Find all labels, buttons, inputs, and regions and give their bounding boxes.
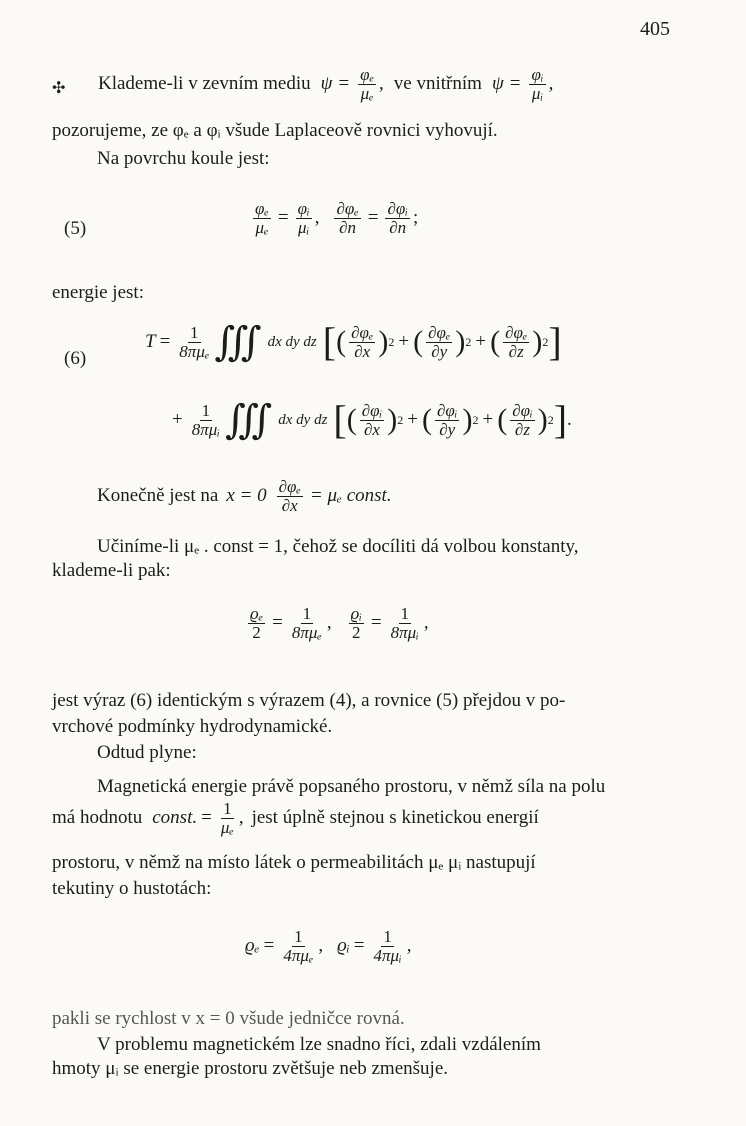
fraction: $\frac{\text{∂φₑ}}{\partial x}$: [278, 477, 301, 515]
boundary-condition-line: [97, 478, 392, 515]
psi-symbol: ψ: [491, 73, 504, 95]
plus-sign: +: [482, 409, 494, 430]
plus-sign: +: [475, 331, 487, 352]
text-line: prostoru, v němž na místo látek o permeabilitách μₑ μᵢ nastupují: [52, 852, 536, 873]
text-line: hmoty μᵢ se energie prostoru zvětšuje neb zmenšuje.: [52, 1058, 449, 1079]
fraction: $\frac{1}{\text{8πμᵢ}}$: [191, 400, 220, 439]
exponent: 2: [465, 334, 472, 349]
paren: (: [413, 325, 424, 358]
text-run: = μₑ const.: [309, 485, 392, 507]
equals-sign: =: [338, 73, 350, 95]
fraction: $\frac{\text{φᵢ}}{\text{μᵢ}}$: [297, 199, 310, 237]
equation-label-6: (6): [64, 348, 87, 369]
fraction: $\frac{1}{\text{μₑ}}$: [220, 799, 234, 837]
triple-integral: ∭: [224, 397, 273, 442]
fraction: $\frac{\text{φₑ}}{\text{μₑ}}$: [255, 199, 269, 237]
comma: ,: [314, 207, 320, 229]
fraction: $\frac{\text{∂φᵢ}}{\partial z}$: [512, 400, 533, 439]
fraction: $\frac{1}{\text{8πμₑ}}$: [179, 322, 210, 361]
fraction: $\frac{\text{∂φₑ}}{\partial z}$: [505, 322, 528, 361]
exponent: 2: [388, 334, 395, 349]
fraction: $\frac{\text{∂φₑ}}{\partial y}$: [428, 322, 451, 361]
page-number: 405: [640, 18, 670, 40]
exponent: 2: [542, 334, 549, 349]
equals-sign: =: [263, 935, 275, 957]
bracket: ]: [553, 397, 568, 442]
triple-integral: ∭: [214, 319, 262, 364]
fraction: $\frac{1}{\text{4πμₑ}}$: [283, 927, 314, 965]
paren: ): [378, 325, 389, 358]
text-line: Magnetická energie právě popsaného prostoru, v němž síla na polu: [97, 776, 606, 797]
fraction: $\frac{\text{∂φₑ}}{\partial n}$: [336, 199, 359, 237]
bracket: [: [322, 319, 337, 364]
volume-element: dx dy dz: [278, 411, 328, 428]
plus-sign: +: [407, 409, 418, 430]
text-line: Odtud plyne:: [97, 742, 197, 763]
paren: (: [490, 325, 501, 358]
exponent: 2: [472, 412, 479, 427]
comma: ,: [238, 807, 244, 829]
equals-sign: =: [509, 73, 521, 95]
equation-line-1: [98, 66, 553, 103]
exponent: 2: [397, 412, 404, 427]
fraction: $\frac{1}{\text{4πμᵢ}}$: [373, 927, 402, 965]
paren: ): [537, 403, 548, 436]
equation-density-8pi: [245, 605, 429, 642]
x-zero: x = 0: [226, 485, 267, 507]
comma: ,: [326, 612, 332, 634]
text-line: [52, 800, 539, 837]
fraction: $\frac{\text{∂φᵢ}}{\partial n}$: [387, 199, 408, 237]
fraction: $\frac{1}{\text{8πμₑ}}$: [291, 604, 322, 642]
equals-sign: =: [277, 207, 289, 229]
text-line: jest výraz (6) identickým s výrazem (4), a rovnice (5) přejdou v po-: [52, 690, 566, 711]
equation-6-line-2: [172, 397, 572, 442]
equation-6-line-1: [145, 319, 562, 364]
equals-sign: =: [367, 207, 379, 229]
text-run: Konečně jest na: [97, 485, 219, 507]
equals-sign: =: [370, 612, 382, 634]
fraction: $\frac{\text{∂φᵢ}}{\partial x}$: [361, 400, 383, 439]
text-line: pozorujeme, ze φₑ a φᵢ všude Laplaceově rovnici vyhovují.: [52, 120, 498, 141]
text-line: V problemu magnetickém lze snadno říci, zdali vzdálením: [97, 1034, 541, 1055]
text-run: ve vnitřním: [393, 73, 482, 95]
equation-density-4pi: [245, 928, 411, 965]
paren: ): [387, 403, 398, 436]
paren: (: [421, 403, 432, 436]
fraction: $\frac{1}{\text{8πμᵢ}}$: [390, 604, 419, 642]
text-run: jest úplně stejnou s kinetickou energií: [251, 807, 539, 829]
equation-5: [250, 200, 418, 237]
period: .: [567, 409, 572, 430]
plus-sign: +: [172, 409, 183, 430]
text-line: tekutiny o hustotách:: [52, 878, 212, 899]
comma: ,: [406, 935, 412, 957]
fraction: $\frac{\text{ϱₑ}}{2}$: [250, 604, 264, 642]
comma: ,: [318, 935, 324, 957]
plus-sign: +: [398, 331, 410, 352]
comma: ,: [548, 73, 554, 95]
psi-symbol: ψ: [320, 73, 333, 95]
fraction: $\frac{\text{∂φᵢ}}{\partial y}$: [436, 400, 458, 439]
paren: ): [462, 403, 473, 436]
bracket: [: [333, 397, 347, 442]
equals-sign: =: [272, 612, 283, 634]
text-line: klademe-li pak:: [52, 560, 171, 581]
exponent: 2: [547, 412, 554, 427]
equation-label-5: (5): [64, 218, 87, 239]
paren: ): [455, 325, 466, 358]
rho-i-symbol: ϱᵢ: [337, 935, 350, 957]
fraction-phi-i-mu-i: $\frac{\text{φᵢ}}{\text{μᵢ}}$: [531, 65, 544, 103]
equals-sign: =: [159, 331, 171, 352]
text-run: má hodnotu: [52, 807, 143, 829]
fraction: $\frac{\text{ϱᵢ}}{2}$: [350, 604, 362, 642]
text-line: Učiníme-li μₑ . const = 1, čehož se docíliti dá volbou konstanty,: [97, 536, 579, 557]
paragraph-marker: ✣: [52, 80, 66, 97]
bracket: ]: [548, 319, 562, 364]
text-line: Na povrchu koule jest:: [97, 148, 270, 169]
semicolon: ;: [412, 207, 419, 229]
fraction-phi-e-mu-e: $\frac{\text{φₑ}}{\text{μₑ}}$: [360, 65, 375, 103]
comma: ,: [379, 73, 384, 95]
text-run: const.: [152, 807, 198, 829]
text-line: vrchové podmínky hydrodynamické.: [52, 716, 333, 737]
text-line: pakli se rychlost v x = 0 všude jedničce rovná.: [52, 1008, 405, 1029]
paren: (: [346, 403, 357, 436]
paren: ): [532, 325, 543, 358]
rho-e-symbol: ϱₑ: [245, 935, 260, 957]
text-line: energie jest:: [52, 282, 144, 303]
equals-sign: =: [201, 807, 212, 829]
volume-element: dx dy dz: [267, 333, 317, 350]
fraction: $\frac{\text{∂φₑ}}{\partial x}$: [351, 322, 374, 361]
energy-symbol: T: [145, 331, 156, 352]
paren: (: [497, 403, 508, 436]
comma: ,: [423, 612, 429, 634]
text-run: Klademe-li v zevním mediu: [98, 73, 311, 95]
equals-sign: =: [353, 935, 365, 957]
paren: (: [336, 325, 347, 358]
